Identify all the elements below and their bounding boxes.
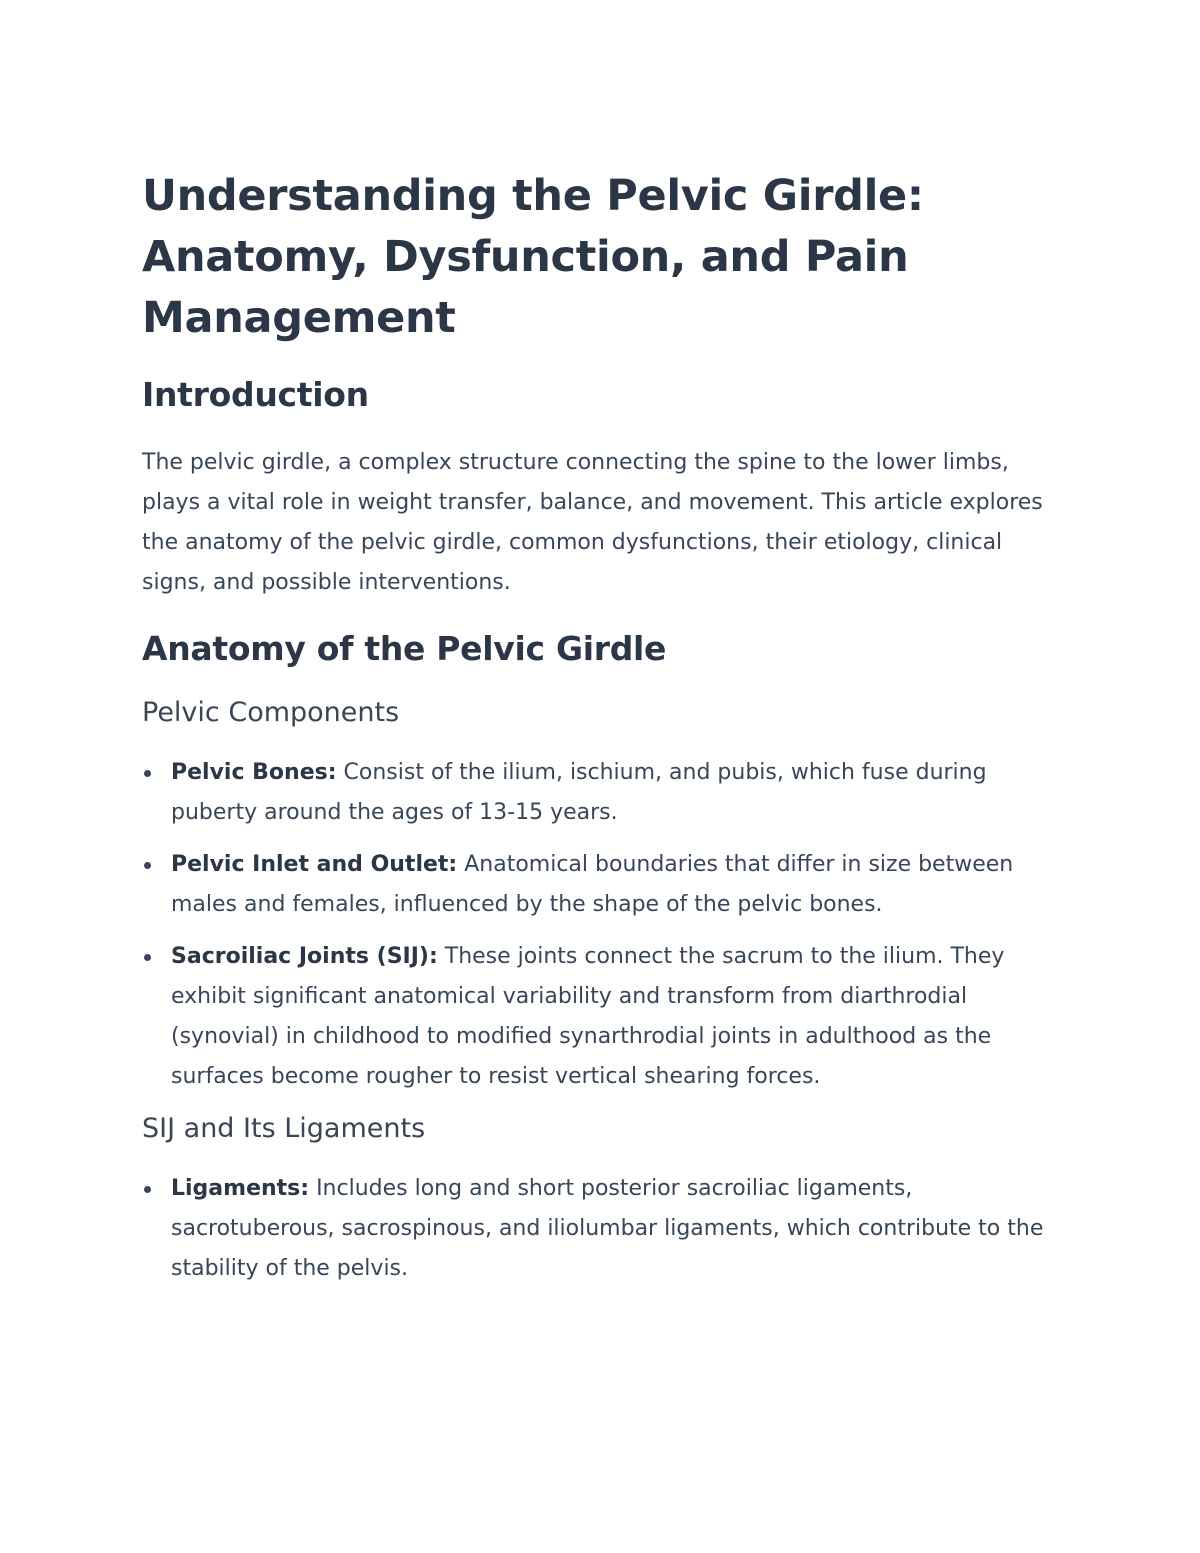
- sij-ligaments-heading: SIJ and Its Ligaments: [142, 1113, 426, 1144]
- list-item-term: Pelvic Inlet and Outlet:: [171, 852, 458, 877]
- document-title: Understanding the Pelvic Girdle: Anatomy, Dysfunction, and Pain Management: [142, 171, 924, 343]
- anatomy-heading: Anatomy of the Pelvic Girdle: [142, 629, 667, 668]
- sij-ligaments-list: [142, 1169, 1072, 1289]
- pelvic-components-list: [142, 753, 1072, 1097]
- pelvic-components-heading: Pelvic Components: [142, 697, 400, 728]
- document-body: [142, 166, 1072, 1289]
- bullet-icon: [144, 770, 151, 777]
- bullet-icon: [144, 1186, 151, 1193]
- list-item: [142, 937, 1072, 1097]
- list-item-text: These joints connect the sacrum to the ilium. They exhibit significant anatomical variability and transform from diarthrodial (synovial) in childhood to modified synarthrodial joints in adulthood as the surfaces become rougher to resist vertical shearing forces.: [171, 944, 1005, 1089]
- list-item-term: Sacroiliac Joints (SIJ):: [171, 944, 438, 969]
- introduction-heading: Introduction: [142, 375, 369, 414]
- list-item: [142, 1169, 1072, 1289]
- bullet-icon: [144, 954, 151, 961]
- list-item-text: Includes long and short posterior sacroiliac ligaments, sacrotuberous, sacrospinous, and iliolumbar ligaments, which contribute to the stability of the pelvis.: [171, 1176, 1044, 1281]
- bullet-icon: [144, 862, 151, 869]
- list-item: [142, 753, 1072, 833]
- list-item-term: Pelvic Bones:: [171, 760, 337, 785]
- list-item: [142, 845, 1072, 925]
- list-item-text: Anatomical boundaries that differ in size between males and females, influenced by the shape of the pelvic bones.: [171, 852, 1014, 917]
- introduction-paragraph: The pelvic girdle, a complex structure connecting the spine to the lower limbs, plays a vital role in weight transfer, balance, and movement. This article explores the anatomy of the pelvic girdle, common dysfunctions, their etiology, clinical signs, and possible interventions.: [142, 450, 1043, 595]
- list-item-term: Ligaments:: [171, 1176, 310, 1201]
- list-item-text: Consist of the ilium, ischium, and pubis, which fuse during puberty around the ages of 13-15 years.: [171, 760, 987, 825]
